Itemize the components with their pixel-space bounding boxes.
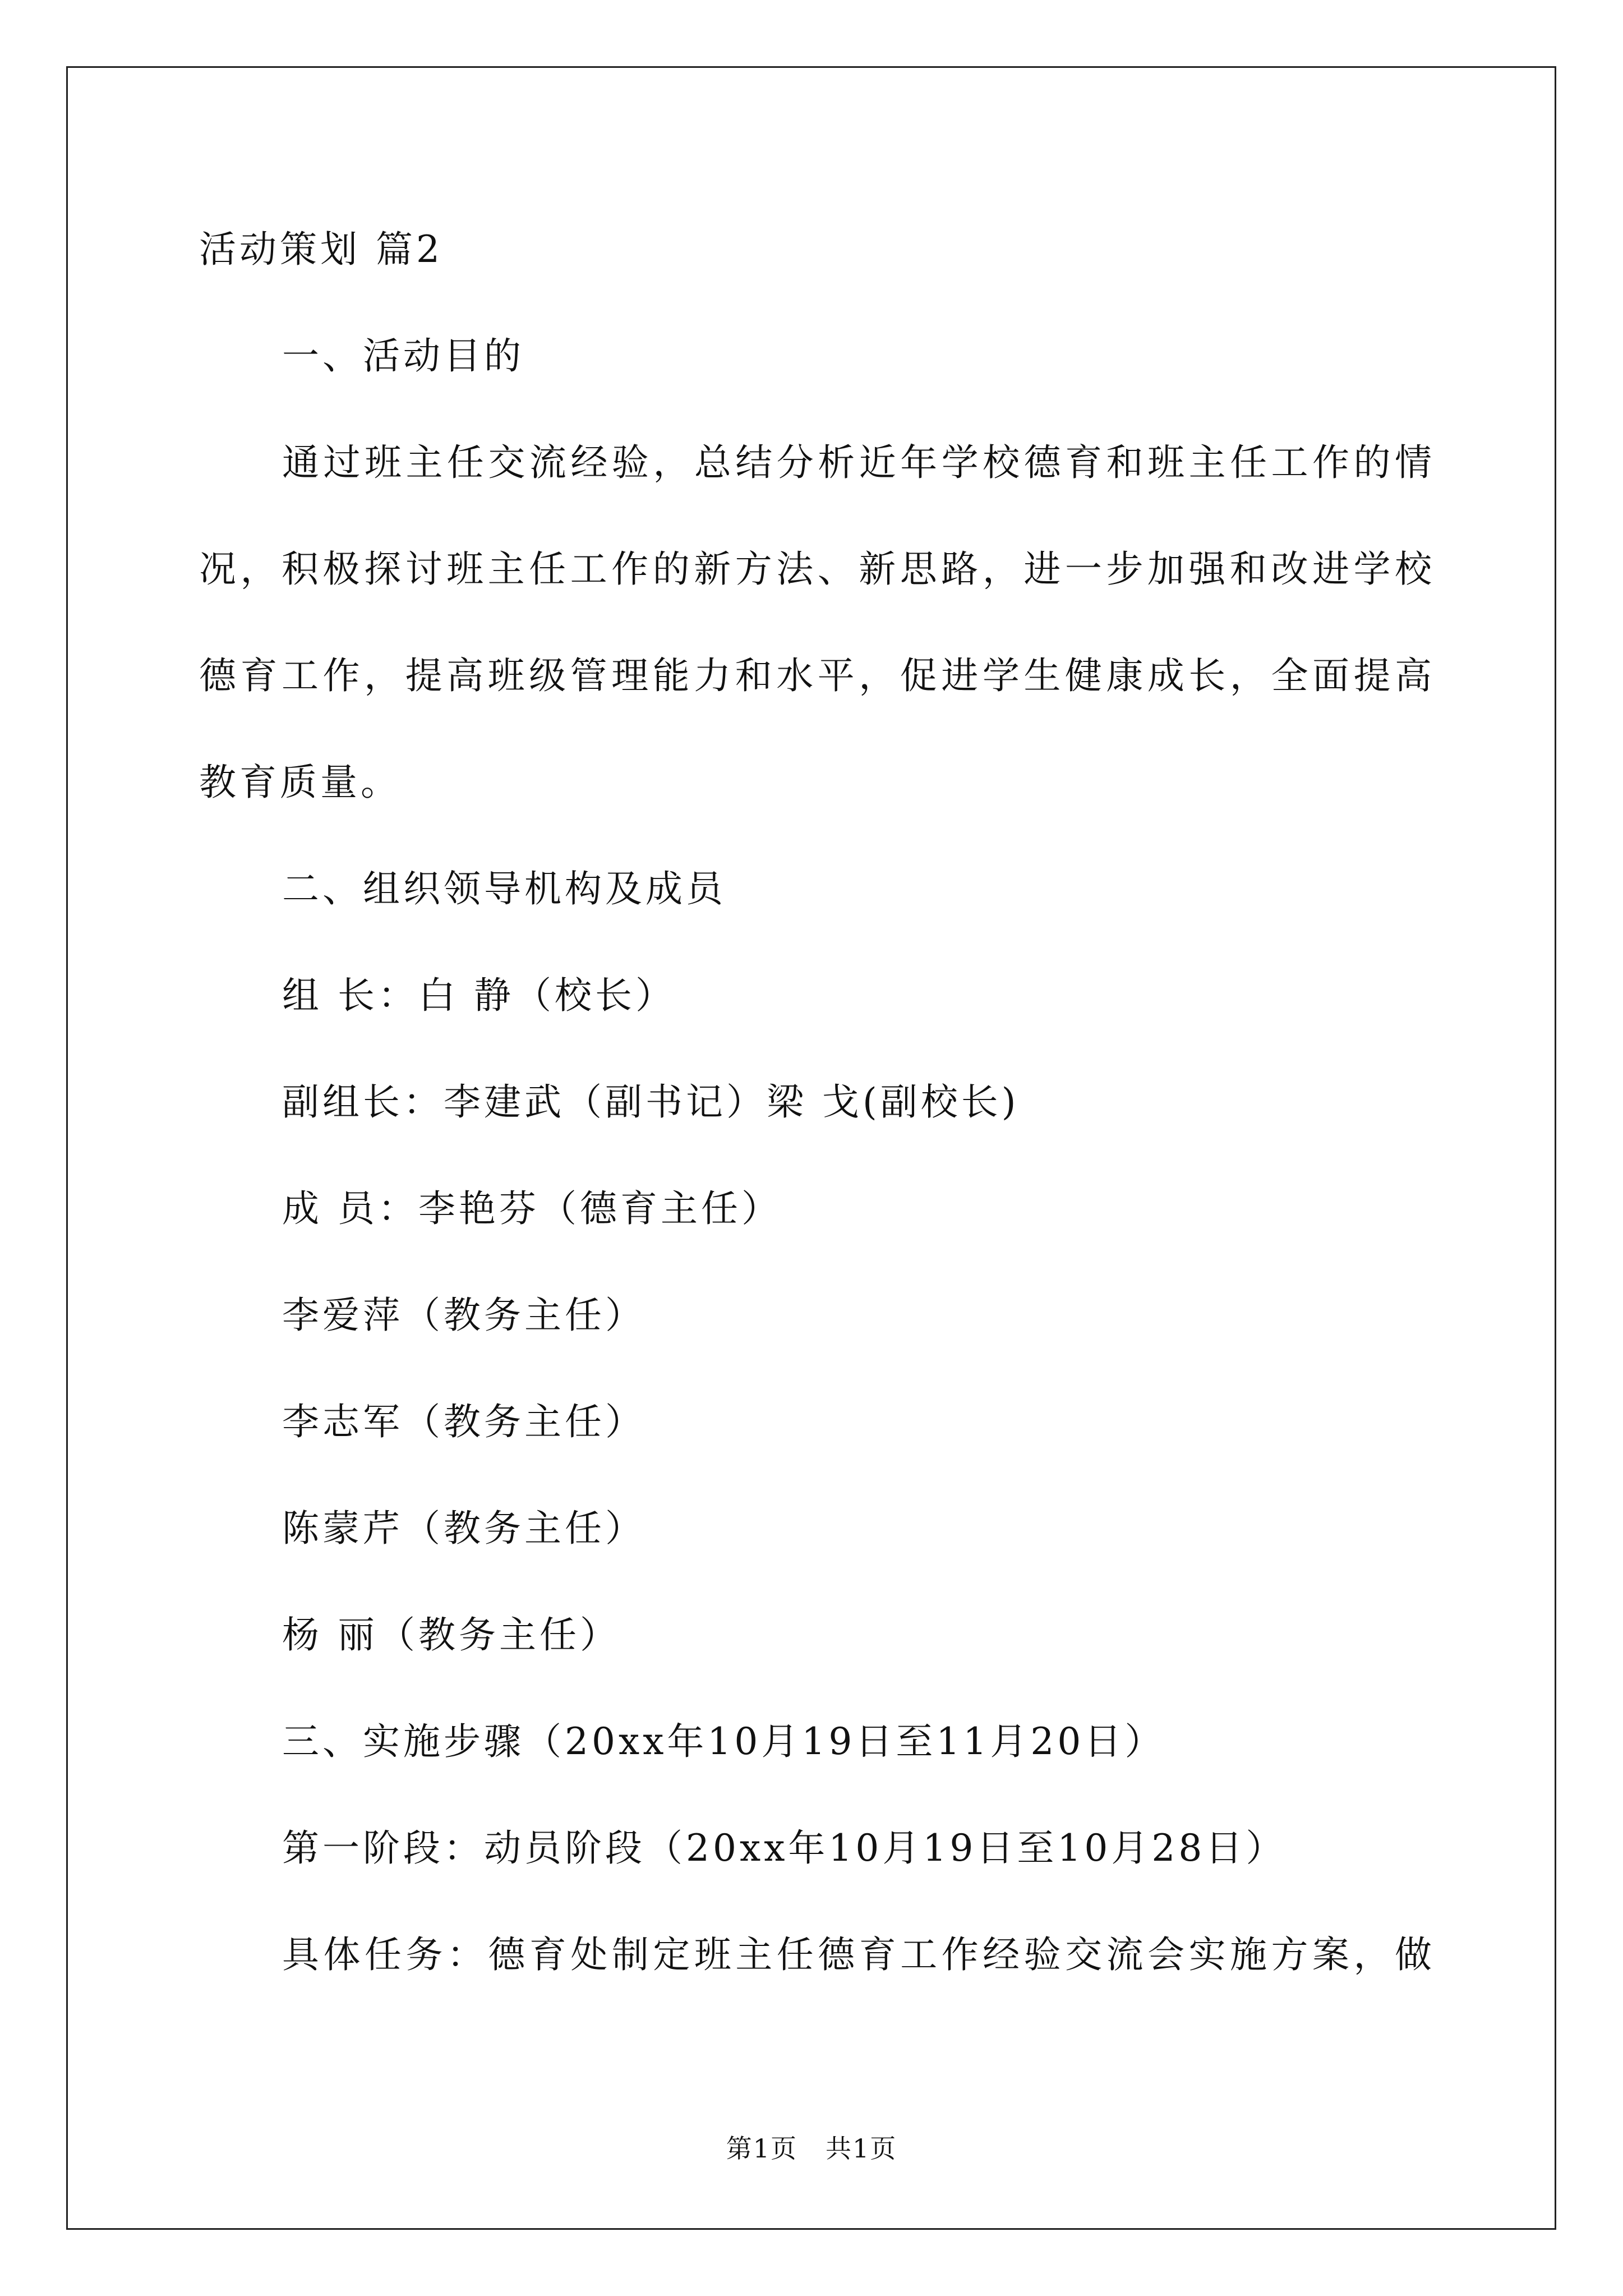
member-item: 杨 丽（教务主任） bbox=[282, 1613, 620, 1657]
phase-line: 第一阶段：动员阶段（20xx年10月19日至10月28日） bbox=[282, 1826, 1287, 1870]
member-item: 陈蒙芹（教务主任） bbox=[282, 1507, 645, 1550]
members-line: 成 员：李艳芬（德育主任） bbox=[282, 1187, 782, 1230]
paragraph-line: 教育质量。 bbox=[199, 761, 401, 804]
page-number-current: 第1页 bbox=[726, 2133, 797, 2164]
task-line: 具体任务：德育处制定班主任德育工作经验交流会实施方案，做 bbox=[282, 1933, 1433, 1976]
member-item: 李志军（教务主任） bbox=[282, 1400, 645, 1443]
paragraph-line: 况，积极探讨班主任工作的新方法、新思路，进一步加强和改进学校 bbox=[199, 547, 1433, 591]
page-footer bbox=[0, 2132, 1623, 2165]
paragraph-line: 通过班主任交流经验，总结分析近年学校德育和班主任工作的情 bbox=[282, 441, 1433, 484]
page-number-total: 共1页 bbox=[826, 2133, 897, 2164]
section-heading-purpose: 一、活动目的 bbox=[282, 334, 524, 378]
member-item: 李爱萍（教务主任） bbox=[282, 1294, 645, 1337]
document-title: 活动策划 篇2 bbox=[199, 228, 443, 271]
leader-line: 组 长：白 静（校长） bbox=[282, 974, 676, 1017]
vice-leader-line: 副组长：李建武（副书记）梁 戈(副校长) bbox=[282, 1080, 1020, 1124]
section-heading-steps: 三、实施步骤（20xx年10月19日至11月20日） bbox=[282, 1720, 1165, 1763]
paragraph-line: 德育工作，提高班级管理能力和水平，促进学生健康成长，全面提高 bbox=[199, 654, 1433, 697]
page-border bbox=[66, 66, 1556, 2230]
section-heading-organization: 二、组织领导机构及成员 bbox=[282, 867, 726, 910]
